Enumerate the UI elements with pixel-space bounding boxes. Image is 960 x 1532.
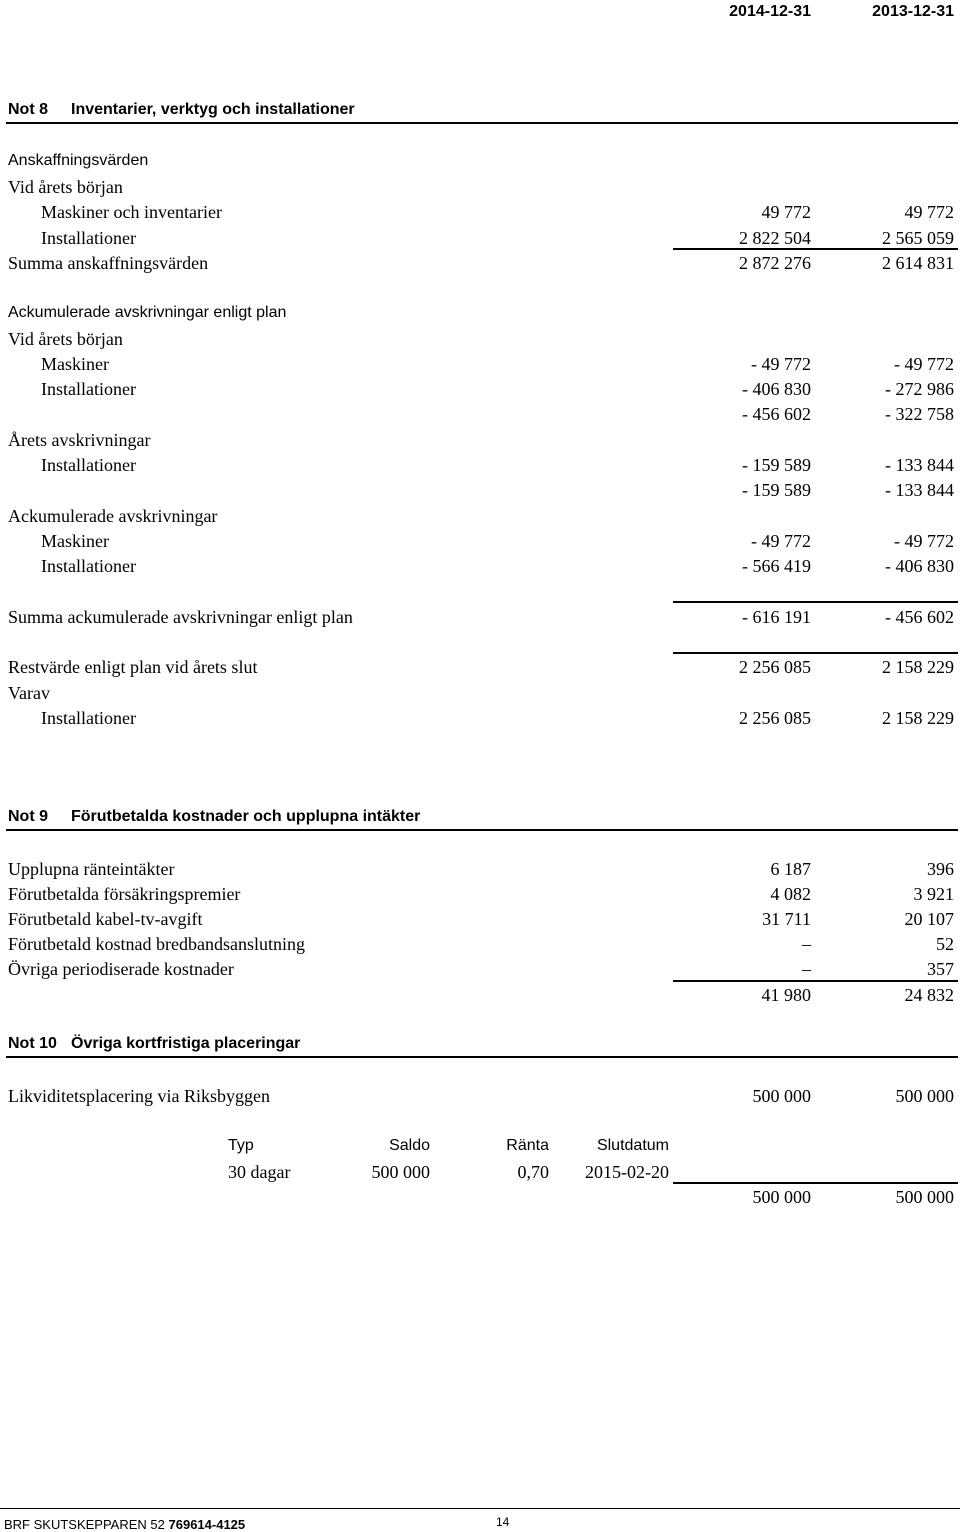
note-10-total-2013: 500 000 (895, 1187, 954, 1207)
note-8-label: Restvärde enligt plan vid årets slut (8, 657, 258, 677)
note-9-title: Förutbetalda kostnader och upplupna intäkter (71, 808, 421, 825)
note-8-label: Vid årets början (8, 177, 123, 197)
note-9-total-2013: 24 832 (904, 985, 954, 1005)
note-8-value-2014: 2 256 085 (739, 657, 811, 677)
note-9-value-2014: – (802, 934, 811, 954)
note-8-value-2014: - 566 419 (742, 556, 811, 576)
note-8-label: Installationer (41, 708, 136, 728)
note-8-value-2013: - 406 830 (885, 556, 954, 576)
note-8-rule (6, 122, 958, 124)
note-8-value-2014: 2 822 504 (739, 228, 811, 248)
note-8-label: Installationer (41, 455, 136, 475)
note-8-label: Maskiner (41, 531, 109, 551)
sum-rule (673, 652, 958, 654)
note-8-title: Inventarier, verktyg och installationer (71, 101, 355, 118)
note-9-label: Förutbetald kostnad bredbandsanslutning (8, 934, 305, 954)
note-9-value-2014: 4 082 (770, 884, 811, 904)
note-8-label: Ackumulerade avskrivningar (8, 506, 218, 526)
footer-company (4, 1518, 245, 1531)
note-9-value-2013: 20 107 (904, 909, 954, 929)
note-8-label: Varav (8, 683, 50, 703)
sum-rule (673, 980, 958, 982)
note-8-value-2013: - 322 758 (885, 404, 954, 424)
note-8-label: Maskiner (41, 354, 109, 374)
note-10-label: Likviditetsplacering via Riksbyggen (8, 1086, 270, 1106)
note-9-label: Övriga periodiserade kostnader (8, 959, 234, 979)
footer-orgnr: 769614-4125 (168, 1517, 246, 1532)
table-cell-typ: 30 dagar (228, 1162, 291, 1182)
note-8-value-2014: - 616 191 (742, 607, 811, 627)
note-8-value-2014: - 456 602 (742, 404, 811, 424)
note-8-label: Installationer (41, 228, 136, 248)
note-8-value-2014: - 159 589 (742, 455, 811, 475)
note-8-value-2013: - 49 772 (894, 531, 954, 551)
table-cell-ranta: 0,70 (517, 1162, 549, 1182)
note-9-label: Upplupna ränteintäkter (8, 859, 175, 879)
sum-rule (673, 1182, 958, 1184)
note-9-value-2013: 52 (936, 934, 954, 954)
note-9-value-2013: 357 (927, 959, 954, 979)
note-8-value-2014: 49 772 (761, 202, 811, 222)
note-8-label: Summa ackumulerade avskrivningar enligt plan (8, 607, 353, 627)
note-10-title: Övriga kortfristiga placeringar (71, 1035, 301, 1052)
note-8-label: Vid årets början (8, 329, 123, 349)
note-8-value-2014: - 406 830 (742, 379, 811, 399)
note-8-value-2013: 2 565 059 (882, 228, 954, 248)
note-10-value-2013: 500 000 (895, 1086, 954, 1106)
table-cell-slutdatum: 2015-02-20 (585, 1162, 669, 1182)
note-8-value-2013: 2 158 229 (882, 708, 954, 728)
note-8-value-2014: 2 872 276 (739, 253, 811, 273)
note-8-value-2014: - 49 772 (751, 354, 811, 374)
note-9-label: Förutbetalda försäkringspremier (8, 884, 241, 904)
note-8-label: Maskiner och inventarier (41, 202, 222, 222)
note-8-label: Installationer (41, 379, 136, 399)
note-8-label: Anskaffningsvärden (8, 152, 149, 169)
note-8-value-2014: - 49 772 (751, 531, 811, 551)
table-header-saldo: Saldo (389, 1137, 430, 1154)
note-8-label: Installationer (41, 556, 136, 576)
note-8-value-2013: - 272 986 (885, 379, 954, 399)
note-8-label: Årets avskrivningar (8, 430, 151, 450)
table-cell-saldo: 500 000 (371, 1162, 430, 1182)
note-9-value-2013: 396 (927, 859, 954, 879)
note-9-total-2014: 41 980 (761, 985, 811, 1005)
note-8-value-2014: - 159 589 (742, 480, 811, 500)
table-header-slutdatum: Slutdatum (596, 1137, 669, 1154)
column-header-2013: 2013-12-31 (872, 3, 954, 20)
note-9-number: Not 9 (8, 808, 48, 825)
note-8-value-2013: 49 772 (904, 202, 954, 222)
note-8-value-2013: - 456 602 (885, 607, 954, 627)
note-8-value-2013: 2 158 229 (882, 657, 954, 677)
note-8-label: Ackumulerade avskrivningar enligt plan (8, 304, 287, 321)
note-8-label: Summa anskaffningsvärden (8, 253, 209, 273)
note-8-value-2014: 2 256 085 (739, 708, 811, 728)
note-10-rule (6, 1056, 958, 1058)
sum-rule (673, 248, 958, 250)
table-header-typ: Typ (228, 1137, 254, 1154)
note-9-label: Förutbetald kabel-tv-avgift (8, 909, 203, 929)
note-9-value-2014: – (802, 959, 811, 979)
note-8-value-2013: - 133 844 (885, 455, 954, 475)
note-10-total-2014: 500 000 (752, 1187, 811, 1207)
footer-company-name: BRF SKUTSKEPPAREN 52 (4, 1517, 165, 1532)
note-8-value-2013: - 49 772 (894, 354, 954, 374)
note-8-number: Not 8 (8, 101, 48, 118)
note-9-value-2014: 31 711 (762, 909, 811, 929)
sum-rule (673, 601, 958, 603)
column-header-2014: 2014-12-31 (729, 3, 811, 20)
page-number: 14 (496, 1515, 510, 1529)
note-9-value-2013: 3 921 (913, 884, 954, 904)
note-8-value-2013: - 133 844 (885, 480, 954, 500)
note-9-value-2014: 6 187 (770, 859, 811, 879)
footer-rule (0, 1508, 960, 1509)
note-10-number: Not 10 (8, 1035, 57, 1052)
note-8-value-2013: 2 614 831 (882, 253, 954, 273)
note-10-value-2014: 500 000 (752, 1086, 811, 1106)
note-9-rule (6, 829, 958, 831)
table-header-ranta: Ränta (506, 1137, 549, 1154)
